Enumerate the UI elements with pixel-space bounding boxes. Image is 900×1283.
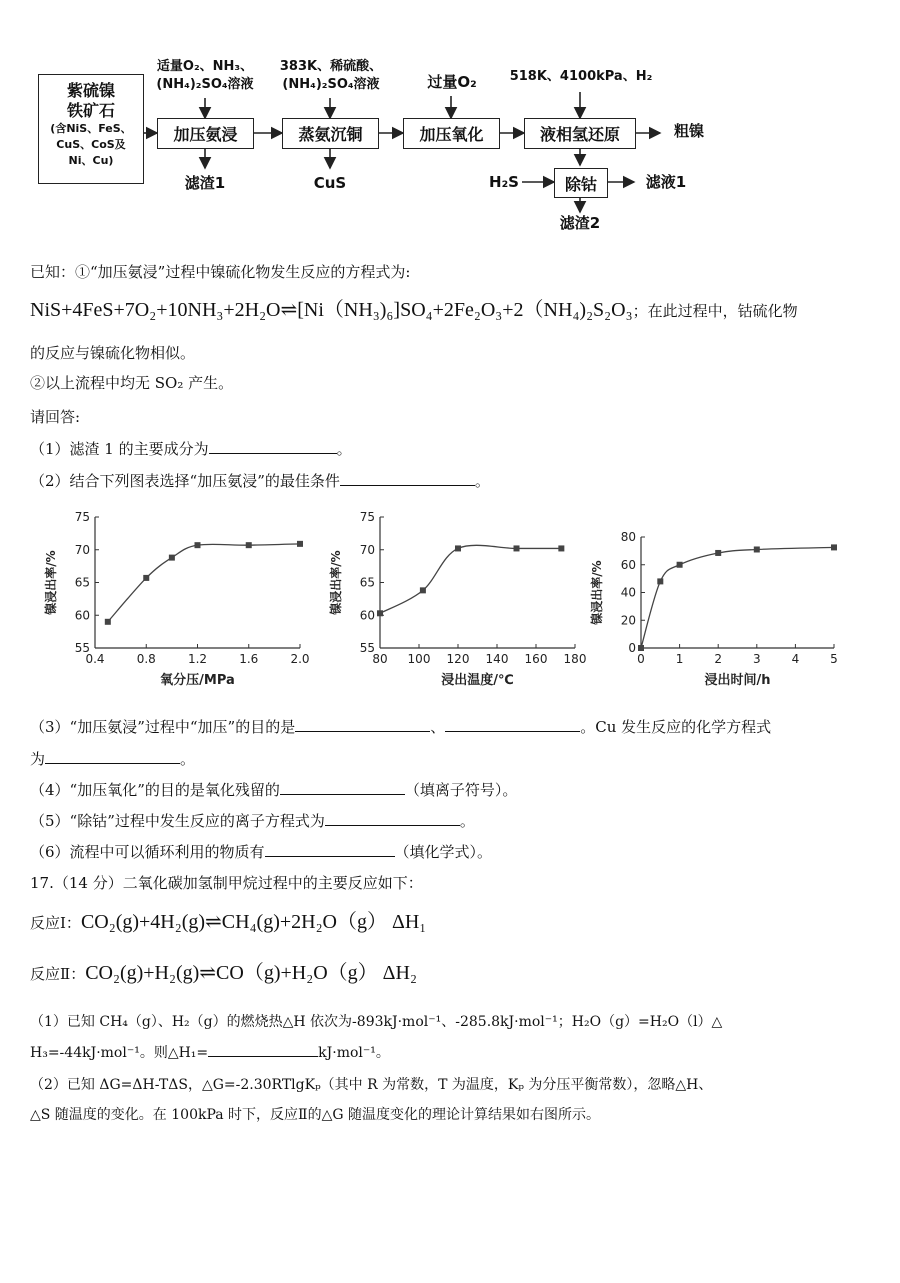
ore-line-2: 铁矿石 — [66, 101, 115, 120]
input-3: 过量O₂ — [427, 73, 477, 91]
ore-line-3: (含NiS、FeS、 — [50, 122, 132, 135]
y-axis-label: 镍浸出率/% — [329, 550, 343, 615]
question-3b — [30, 749, 195, 769]
q2-answer-blank[interactable] — [340, 471, 475, 486]
y-tick-label: 0 — [628, 641, 636, 655]
y-axis-label: 镍浸出率/% — [44, 550, 58, 615]
question-1 — [30, 439, 352, 459]
reaction-1 — [30, 912, 426, 933]
x-tick-label: 180 — [563, 652, 587, 666]
y-tick-label: 55 — [359, 641, 375, 655]
main-equation: NiS+4FeS+7O₂+10NH₃+2H₂O⇌[Ni（NH₃)₆]SO₄+2Fe₂O₃+2（NH₄)₂S₂O₃ — [30, 299, 633, 321]
equation-tail: ；在此过程中，钴硫化物 — [632, 302, 798, 320]
y-tick-label: 55 — [74, 641, 90, 655]
charts-panel — [0, 500, 900, 705]
data-point — [831, 544, 837, 550]
data-point — [143, 575, 149, 581]
data-point — [105, 619, 111, 625]
s1-answer-blank[interactable] — [208, 1042, 318, 1057]
reaction-2-equation: CO₂(g)+H₂(g)⇌CO（g)+H₂O（g） ΔH₂ — [85, 962, 417, 984]
x-tick-label: 4 — [791, 652, 800, 666]
y-tick-label: 80 — [620, 530, 636, 544]
data-point — [715, 550, 721, 556]
data-point — [754, 546, 760, 552]
x-tick-label: 1.6 — [239, 652, 259, 666]
q1-end: 。 — [336, 440, 352, 458]
known-1: 已知：①“加压氨浸”过程中镍硫化物发生反应的方程式为: — [30, 263, 411, 281]
data-point — [420, 587, 426, 593]
data-point — [657, 578, 663, 584]
box-pressure-ammonia-leach: 加压氨浸 — [157, 118, 254, 149]
output-residue-2: 滤渣2 — [559, 214, 601, 232]
q1-answer-blank[interactable] — [209, 439, 337, 454]
data-point — [377, 610, 383, 616]
known-1b: 的反应与镍硫化物相似。 — [30, 344, 196, 362]
sub-question-2a: （2）已知 ΔG=ΔH-TΔS，△G=-2.30RTlgKₚ（其中 R 为常数，T 为温度，Kₚ 为分压平衡常数），忽略△H、 — [30, 1077, 713, 1093]
reaction-1-label: 反应Ⅰ： — [30, 914, 81, 932]
flow-diagram — [0, 0, 900, 245]
question-4 — [30, 780, 517, 800]
q6-end: （填化学式）。 — [394, 843, 493, 861]
sub-question-1a: （1）已知 CH₄（g）、H₂（g）的燃烧热△H 依次为-893kJ·mol⁻¹、-285.8kJ·mol⁻¹；H₂O（g）=H₂O（l）△ — [30, 1014, 723, 1030]
y-tick-label: 60 — [620, 557, 636, 572]
q5-text: （5）“除钴”过程中发生反应的离子方程式为 — [30, 812, 325, 830]
q3-blank-3[interactable] — [45, 749, 180, 764]
x-tick-label: 3 — [752, 652, 761, 666]
y-tick-label: 60 — [359, 608, 375, 623]
x-tick-label: 0.8 — [136, 652, 156, 666]
output-filtrate-1: 滤液1 — [645, 173, 687, 191]
box-pressure-oxidation: 加压氧化 — [403, 118, 500, 149]
y-tick-label: 75 — [74, 510, 90, 524]
x-axis-label: 浸出时间/h — [704, 673, 771, 688]
sub-question-1b — [30, 1042, 390, 1063]
y-tick-label: 40 — [620, 585, 636, 600]
data-point — [638, 645, 644, 651]
known-2: ②以上流程中均无 SO₂ 产生。 — [30, 374, 234, 392]
output-cus: CuS — [313, 174, 347, 192]
data-point — [455, 545, 461, 551]
input-2-line-2: (NH₄)₂SO₄溶液 — [282, 77, 380, 92]
x-tick-label: 1 — [675, 652, 684, 666]
x-axis-label: 氧分压/MPa — [160, 673, 235, 688]
data-point — [195, 542, 201, 548]
box-liquid-hydrogen-reduction: 液相氢还原 — [524, 118, 636, 149]
y-tick-label: 20 — [620, 613, 636, 628]
x-tick-label: 2.0 — [290, 652, 310, 666]
data-point — [169, 555, 175, 561]
y-tick-label: 65 — [359, 575, 375, 590]
x-tick-label: 120 — [446, 652, 470, 666]
series-line — [108, 544, 300, 622]
equation-line — [30, 300, 798, 321]
input-2-line-1: 383K、稀硫酸、 — [279, 59, 383, 74]
data-point — [246, 542, 252, 548]
ore-line-4: CuS、CoS及 — [56, 138, 126, 151]
s1-unit: kJ·mol⁻¹。 — [318, 1045, 390, 1061]
s1-text: H₃=-44kJ·mol⁻¹。则△H₁= — [30, 1045, 209, 1061]
problem-17-title: 17.（14 分）二氧化碳加氢制甲烷过程中的主要反应如下： — [30, 874, 423, 892]
x-tick-label: 100 — [407, 652, 431, 666]
data-point — [514, 545, 520, 551]
input-h2s: H₂S — [489, 173, 519, 191]
x-tick-label: 140 — [485, 652, 509, 666]
q3-text: （3）“加压氨浸”过程中“加压”的目的是 — [30, 718, 296, 736]
ore-box — [38, 74, 144, 184]
q6-answer-blank[interactable] — [265, 842, 395, 857]
q4-end: （填离子符号）。 — [404, 781, 518, 799]
input-1-line-2: (NH₄)₂SO₄溶液 — [156, 77, 254, 92]
y-tick-label: 75 — [359, 510, 375, 524]
x-axis-label: 浸出温度/℃ — [441, 673, 514, 688]
x-tick-label: 2 — [714, 652, 723, 666]
q5-answer-blank[interactable] — [325, 811, 460, 826]
output-crude-nickel: 粗镍 — [673, 122, 704, 140]
reaction-1-equation: CO₂(g)+4H₂(g)⇌CH₄(g)+2H₂O（g） ΔH₁ — [80, 911, 427, 933]
y-tick-label: 70 — [74, 542, 90, 557]
question-6 — [30, 842, 492, 862]
ask: 请回答: — [30, 408, 81, 426]
question-3 — [30, 717, 771, 737]
question-2 — [30, 471, 490, 491]
x-tick-label: 160 — [524, 652, 548, 666]
x-tick-label: 1.2 — [187, 652, 208, 666]
q2-end: 。 — [474, 472, 490, 490]
x-tick-label: 0.4 — [85, 652, 105, 666]
question-5 — [30, 811, 475, 831]
series-line — [380, 545, 561, 613]
input-4: 518K、4100kPa、H₂ — [509, 69, 653, 84]
q1-text: （1）滤渣 1 的主要成分为 — [30, 440, 209, 458]
y-tick-label: 70 — [359, 542, 375, 557]
series-line — [641, 547, 834, 648]
reaction-2 — [30, 963, 417, 984]
q3-sep: 、 — [430, 718, 446, 736]
output-residue-1: 滤渣1 — [184, 174, 226, 192]
data-point — [677, 562, 683, 568]
ore-line-1: 紫硫镍 — [66, 81, 115, 100]
q2-text: （2）结合下列图表选择“加压氨浸”的最佳条件 — [30, 472, 340, 490]
x-tick-label: 80 — [372, 652, 388, 666]
q5-end: 。 — [459, 812, 475, 830]
chart-2 — [328, 510, 586, 688]
sub-question-2b: △S 随温度的变化。在 100kPa 时下，反应Ⅱ的△G 随温度变化的理论计算结果如右图所示。 — [30, 1107, 600, 1123]
y-tick-label: 65 — [74, 575, 90, 590]
data-point — [297, 541, 303, 547]
data-point — [558, 545, 564, 551]
q3-text-2: 。Cu 发生反应的化学方程式 — [580, 718, 772, 736]
y-axis-label: 镍浸出率/% — [590, 560, 604, 625]
y-tick-label: 60 — [74, 608, 90, 623]
input-1-line-1: 适量O₂、NH₃、 — [156, 59, 254, 74]
q3-end: 。 — [180, 750, 196, 768]
q3-blank-2[interactable] — [445, 717, 580, 732]
q3-blank-1[interactable] — [295, 717, 430, 732]
x-tick-label: 5 — [830, 652, 838, 666]
reaction-2-label: 反应Ⅱ： — [30, 965, 86, 983]
box-ammonia-distill-copper: 蒸氨沉铜 — [282, 118, 379, 149]
chart-1 — [43, 510, 310, 688]
ore-line-5: Ni、Cu) — [68, 154, 114, 167]
x-tick-label: 0 — [637, 652, 645, 666]
box-cobalt-removal: 除钴 — [554, 168, 608, 198]
q3-wei: 为 — [30, 750, 46, 768]
q4-answer-blank[interactable] — [280, 780, 405, 795]
q6-text: （6）流程中可以循环利用的物质有 — [30, 843, 265, 861]
q4-text: （4）“加压氧化”的目的是氧化残留的 — [30, 781, 280, 799]
chart-3 — [589, 530, 838, 688]
